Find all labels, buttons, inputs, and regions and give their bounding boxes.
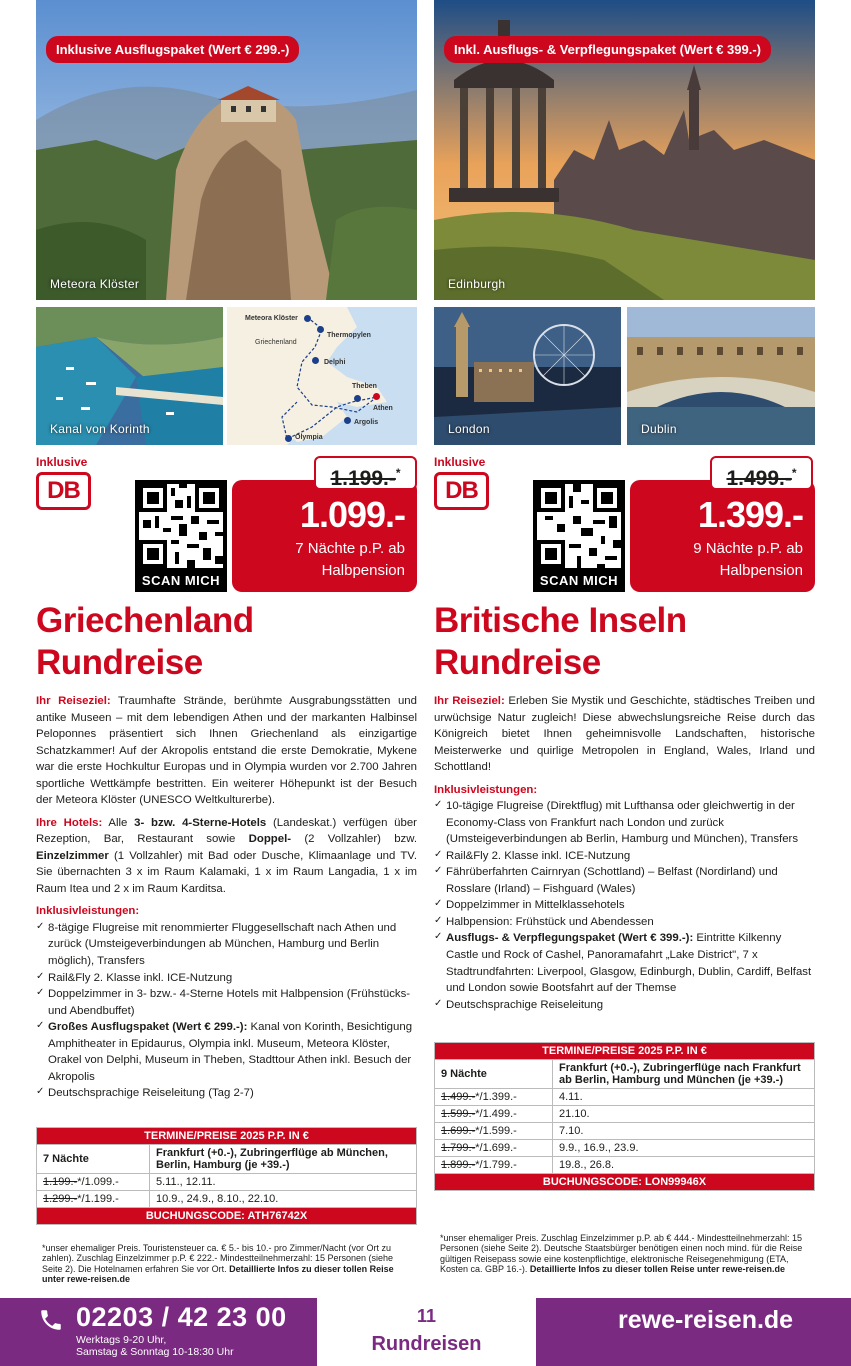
thumb-dublin	[627, 307, 815, 445]
map-label: Meteora Klöster	[245, 315, 298, 322]
old-price	[314, 456, 417, 490]
booking-code: BUCHUNGSCODE: LON99946X	[435, 1174, 815, 1191]
thumb-corinth	[36, 307, 223, 445]
footnote-text: Mindestteilnehmerzahl: 15 Personen (siehe Seite 2). Deutsche Staatsbürger benötigen einen noch mind. für die Reise gültigen Reisepass sowie eine kostenpflichtige, elektronische Reisegenehmigung (ETA, Kosten ca. GBP 16.-).	[440, 1233, 803, 1275]
map-label: Theben	[352, 383, 377, 390]
new-price-cell: */1.099.-	[77, 1176, 119, 1188]
price-note: Halbpension	[719, 561, 803, 579]
departure-cell: Frankfurt (+0.-), Zubringerflüge nach Frankfurt ab Berlin, Hamburg und München (je +39.-)	[553, 1060, 815, 1089]
opening-hours	[76, 1334, 234, 1358]
hero-image-edinburgh	[434, 0, 815, 300]
hero-image-meteora	[36, 0, 417, 300]
old-price-star: *	[395, 466, 401, 480]
old-price-cell: 1.799.-	[441, 1142, 476, 1154]
qr-pattern	[139, 484, 223, 568]
map-label: Thermopylen	[327, 332, 371, 339]
dates-cell: 9.9., 16.9., 23.9.	[553, 1140, 815, 1157]
list-item: ✓ Halbpension: Frühstück und Abendessen	[434, 914, 815, 931]
inklusiv-label: Inklusivleistungen:	[36, 905, 140, 918]
title-line: Rundreise	[36, 643, 203, 682]
price-note: 7 Nächte p.P. ab	[295, 539, 405, 557]
footnote-text: *unser ehemaliger Preis. Touristensteuer ca. € 5.- bis 10.- pro Zimmer/Nacht (vor Ort zu zahlen). Zuschlag Einzelzimmer p.P. € 222.-	[42, 1243, 391, 1264]
old-price-cell: 1.499.-	[441, 1091, 476, 1103]
table-row	[435, 1123, 815, 1140]
dates-cell: 10.9., 24.9., 8.10., 22.10.	[150, 1191, 417, 1208]
section-name: Rundreisen	[371, 1333, 482, 1355]
list-item: ✓ Rail&Fly 2. Klasse inkl. ICE-Nutzung	[36, 970, 417, 987]
page-title	[434, 600, 687, 684]
thumb-london	[434, 307, 621, 445]
map-marker	[317, 326, 324, 333]
footer	[0, 1298, 851, 1366]
hotels-text: 3- bzw. 4-Sterne-Hotels	[134, 816, 267, 829]
list-item: ✓ 10-tägige Flugreise (Direktflug) mit Lufthansa oder gleichwertig in der Economy-Class von Frankfurt nach London und zurück (Umsteigeverbindungen ab Berlin, Hamburg und München), Transfers	[434, 798, 815, 848]
scan-label: SCAN MICH	[539, 573, 619, 588]
list-item: ✓ Fährüberfahrten Cairnryan (Schottland) – Belfast (Nordirland) und Rosslare (Irland) – Fishguard (Wales)	[434, 864, 815, 897]
hotels-text: Doppel-	[248, 833, 292, 846]
phone-number[interactable]: 02203 / 42 23 00	[76, 1302, 287, 1332]
hotels-text: (2 Vollzahler) bzw.	[291, 833, 417, 846]
package-text: Eintritte Kilkenny Castle und Rock of Cashel, Panoramafahrt „Lake District", 7 x Stadtrundfahrten: Liverpool, Glasgow, Edinburgh, Dublin, Cardiff, Belfast und London sowie Bootsfahrt auf der Themse	[446, 932, 812, 995]
map-marker	[354, 395, 361, 402]
footnote	[440, 1233, 812, 1274]
dates-cell: 19.8., 26.8.	[553, 1157, 815, 1174]
db-logo: DB	[36, 472, 91, 510]
old-price-cell: 1.599.-	[441, 1108, 476, 1120]
qr-code[interactable]	[533, 480, 625, 592]
hotels-label: Ihre Hotels:	[36, 816, 103, 829]
reiseziel-label: Ihr Reiseziel:	[434, 695, 505, 707]
hotels-text: Alle	[102, 816, 135, 829]
package-badge: Inklusive Ausflugspaket (Wert € 299.-)	[46, 36, 299, 63]
hotels-paragraph	[36, 815, 417, 898]
price-cell	[37, 1191, 150, 1208]
new-price-cell: */1.499.-	[475, 1108, 517, 1120]
schedule-table	[36, 1127, 417, 1225]
list-item: ✓ Doppelzimmer in 3- bzw.- 4-Sterne Hotels mit Halbpension (Frühstücks- und Abendbuffet)	[36, 986, 417, 1019]
dates-cell: 7.10.	[553, 1123, 815, 1140]
map-marker	[373, 393, 380, 400]
schedule-head: TERMINE/PREISE 2025 P.P. IN €	[435, 1043, 815, 1060]
dates-cell: 5.11., 12.11.	[150, 1174, 417, 1191]
schedule-head: TERMINE/PREISE 2025 P.P. IN €	[37, 1128, 417, 1145]
image-caption: Dublin	[641, 422, 677, 436]
new-price-cell: */1.599.-	[475, 1125, 517, 1137]
price-cell	[435, 1089, 553, 1106]
qr-pattern	[537, 484, 621, 568]
hotels-text: (1 Vollzahler) mit Bad oder Dusche, Klimaanlage und TV. Sie übernachten 3 x im Raum Kalamaki, 1 x im Raum Langadia, 1 x im Raum Itea und 2 x im Raum Karditsa.	[36, 849, 417, 895]
reiseziel-paragraph	[36, 693, 417, 809]
price: 1.099.-	[299, 494, 405, 535]
map-label: Argolis	[354, 419, 379, 426]
website-link[interactable]: rewe-reisen.de	[618, 1306, 794, 1334]
old-price-cell: 1.299.-	[43, 1193, 78, 1205]
schedule-table	[434, 1042, 815, 1191]
map-label: Olympia	[295, 434, 323, 441]
price-cell	[435, 1123, 553, 1140]
contact-block	[0, 1298, 317, 1366]
price-cell	[37, 1174, 150, 1191]
title-line: Britische Inseln	[434, 601, 687, 640]
dates-cell: 4.11.	[553, 1089, 815, 1106]
table-row	[435, 1140, 815, 1157]
price-box	[630, 480, 815, 592]
description	[36, 693, 417, 1102]
list-item: ✓ Doppelzimmer in Mittelklassehotels	[434, 897, 815, 914]
inklusiv-list	[434, 798, 815, 1013]
website-block	[536, 1298, 851, 1366]
new-price-cell: */1.199.-	[77, 1193, 119, 1205]
nights-cell: 9 Nächte	[435, 1060, 553, 1089]
map-label: Athen	[373, 405, 393, 412]
image-caption: Meteora Klöster	[50, 277, 140, 291]
map-marker	[312, 357, 319, 364]
inklusiv-label: Inklusivleistungen:	[434, 783, 538, 796]
route-map-greece	[227, 307, 417, 445]
list-item: ✓ 8-tägige Flugreise mit renommierter Fluggesellschaft nach Athen und zurück (Umsteigeverbindungen ab München, Hamburg und Berlin möglich), Transfers	[36, 920, 417, 970]
map-marker	[285, 435, 292, 442]
title-line: Rundreise	[434, 643, 601, 682]
hours-line: Werktags 9-20 Uhr,	[76, 1334, 167, 1346]
table-row	[435, 1106, 815, 1123]
map-label: Griechenland	[255, 339, 297, 346]
image-caption: Kanal von Korinth	[50, 422, 150, 436]
phone-glyph	[38, 1307, 64, 1333]
qr-code[interactable]	[135, 480, 227, 592]
title-line: Griechenland	[36, 601, 254, 640]
inklusive-label: Inklusive	[36, 455, 88, 469]
image-caption: London	[448, 422, 490, 436]
package-badge: Inkl. Ausflugs- & Verpflegungspaket (Wert € 399.-)	[444, 36, 771, 63]
old-price-value: 1.499.-	[726, 467, 792, 490]
qr-icon	[537, 484, 621, 568]
db-logo: DB	[434, 472, 489, 510]
page-number: 11	[416, 1306, 437, 1326]
map-marker	[304, 315, 311, 322]
price-cell	[435, 1140, 553, 1157]
table-row	[435, 1157, 815, 1174]
list-item	[36, 1019, 417, 1085]
scan-label: SCAN MICH	[141, 573, 221, 588]
nights-cell: 7 Nächte	[37, 1145, 150, 1174]
price-note: 9 Nächte p.P. ab	[693, 539, 803, 557]
reiseziel-text: Erleben Sie Mystik und Geschichte, städtisches Treiben und urwüchsige Natur zugleich! Diese abwechslungsreiche Reise durch das Königreich bietet Ihnen geheimnisvolle Landschaften, historische Meisterwerke und quirlige Metropolen in England, Wales, Irland und Schottland!	[434, 695, 815, 774]
page-title	[36, 600, 254, 684]
footnote-text: *unser ehemaliger Preis. Zuschlag Einzelzimmer p.P. ab € 444.-	[440, 1233, 695, 1243]
old-price	[710, 456, 813, 490]
map-marker	[344, 417, 351, 424]
booking-code: BUCHUNGSCODE: ATH76742X	[37, 1208, 417, 1225]
old-price-cell: 1.199.-	[43, 1176, 78, 1188]
hours-line: Samstag & Sonntag 10-18:30 Uhr	[76, 1346, 234, 1359]
map-label: Delphi	[324, 359, 346, 366]
reiseziel-label: Ihr Reiseziel:	[36, 695, 111, 707]
list-item: ✓ Rail&Fly 2. Klasse inkl. ICE-Nutzung	[434, 848, 815, 865]
page-info	[317, 1298, 536, 1366]
new-price-cell: */1.699.-	[475, 1142, 517, 1154]
old-price-cell: 1.899.-	[441, 1159, 476, 1171]
inklusiv-list	[36, 920, 417, 1102]
old-price-star: *	[791, 466, 797, 480]
reiseziel-text: Traumhafte Strände, berühmte Ausgrabungsstätten und antike Museen – mit dem lebendigen Athen und der markanten Halbinsel Peloponnes präsentiert sich Ihnen Griechenland als einzigartige Schatzkammer! Auf der Akropolis entstand die erste Demokratie, Mykene war die erste Hochkultur Europas und in Olympia wurden vor 2.700 Jahren sportliche Wettkämpfe bestritten. Ein weiterer Höhepunkt ist der Besuch der Meteora Klöster (UNESCO Weltkulturerbe).	[36, 695, 417, 807]
price-cell	[435, 1157, 553, 1174]
table-row	[435, 1089, 815, 1106]
description	[434, 693, 815, 1013]
inklusive-label: Inklusive	[434, 455, 486, 469]
package-text: Kanal von Korinth, Besichtigung Amphitheater in Epidaurus, Olympia inkl. Museum, Meteora Klöster, Orakel von Delphi, Museum in Theben, Stadttour Athen inkl. Besuch der Akropolis	[48, 1021, 413, 1083]
table-row	[37, 1191, 417, 1208]
footnote-link: Detaillierte Infos zu dieser tollen Reise unter rewe-reisen.de	[529, 1264, 785, 1275]
hotels-text: (Landeskat.) verfügen über Rezeption, Bar, Restaurant sowie	[36, 816, 417, 846]
old-price-value: 1.199.-	[330, 467, 396, 490]
dates-cell: 21.10.	[553, 1106, 815, 1123]
new-price-cell: */1.799.-	[475, 1159, 517, 1171]
departure-cell: Frankfurt (+0.-), Zubringerflüge ab München, Berlin, Hamburg (je +39.-)	[150, 1145, 417, 1174]
package-label: Ausflugs- & Verpflegungspaket (Wert € 399.-):	[446, 932, 694, 945]
reiseziel-paragraph	[434, 693, 815, 776]
image-caption: Edinburgh	[448, 277, 506, 291]
footnote	[42, 1243, 414, 1284]
package-label: Großes Ausflugspaket (Wert € 299.-):	[48, 1021, 248, 1034]
hotels-text: Einzelzimmer	[36, 849, 109, 862]
list-item	[434, 930, 815, 996]
footnote-link: Detaillierte Infos zu dieser tollen Reise unter rewe-reisen.de	[42, 1263, 394, 1285]
qr-icon	[139, 484, 223, 568]
table-row	[37, 1174, 417, 1191]
new-price-cell: */1.399.-	[475, 1091, 517, 1103]
old-price-cell: 1.699.-	[441, 1125, 476, 1137]
footnote-text: Mindestteilnehmerzahl: 15 Personen (siehe Seite 2). Die Hotelnamen erfahren Sie vor Ort.	[42, 1253, 394, 1274]
price-cell	[435, 1106, 553, 1123]
price-note: Halbpension	[321, 561, 405, 579]
list-item: ✓ Deutschsprachige Reiseleitung	[434, 997, 815, 1014]
price-box	[232, 480, 417, 592]
phone-icon	[38, 1307, 64, 1340]
list-item: ✓ Deutschsprachige Reiseleitung (Tag 2-7)	[36, 1085, 417, 1102]
price: 1.399.-	[697, 494, 803, 535]
